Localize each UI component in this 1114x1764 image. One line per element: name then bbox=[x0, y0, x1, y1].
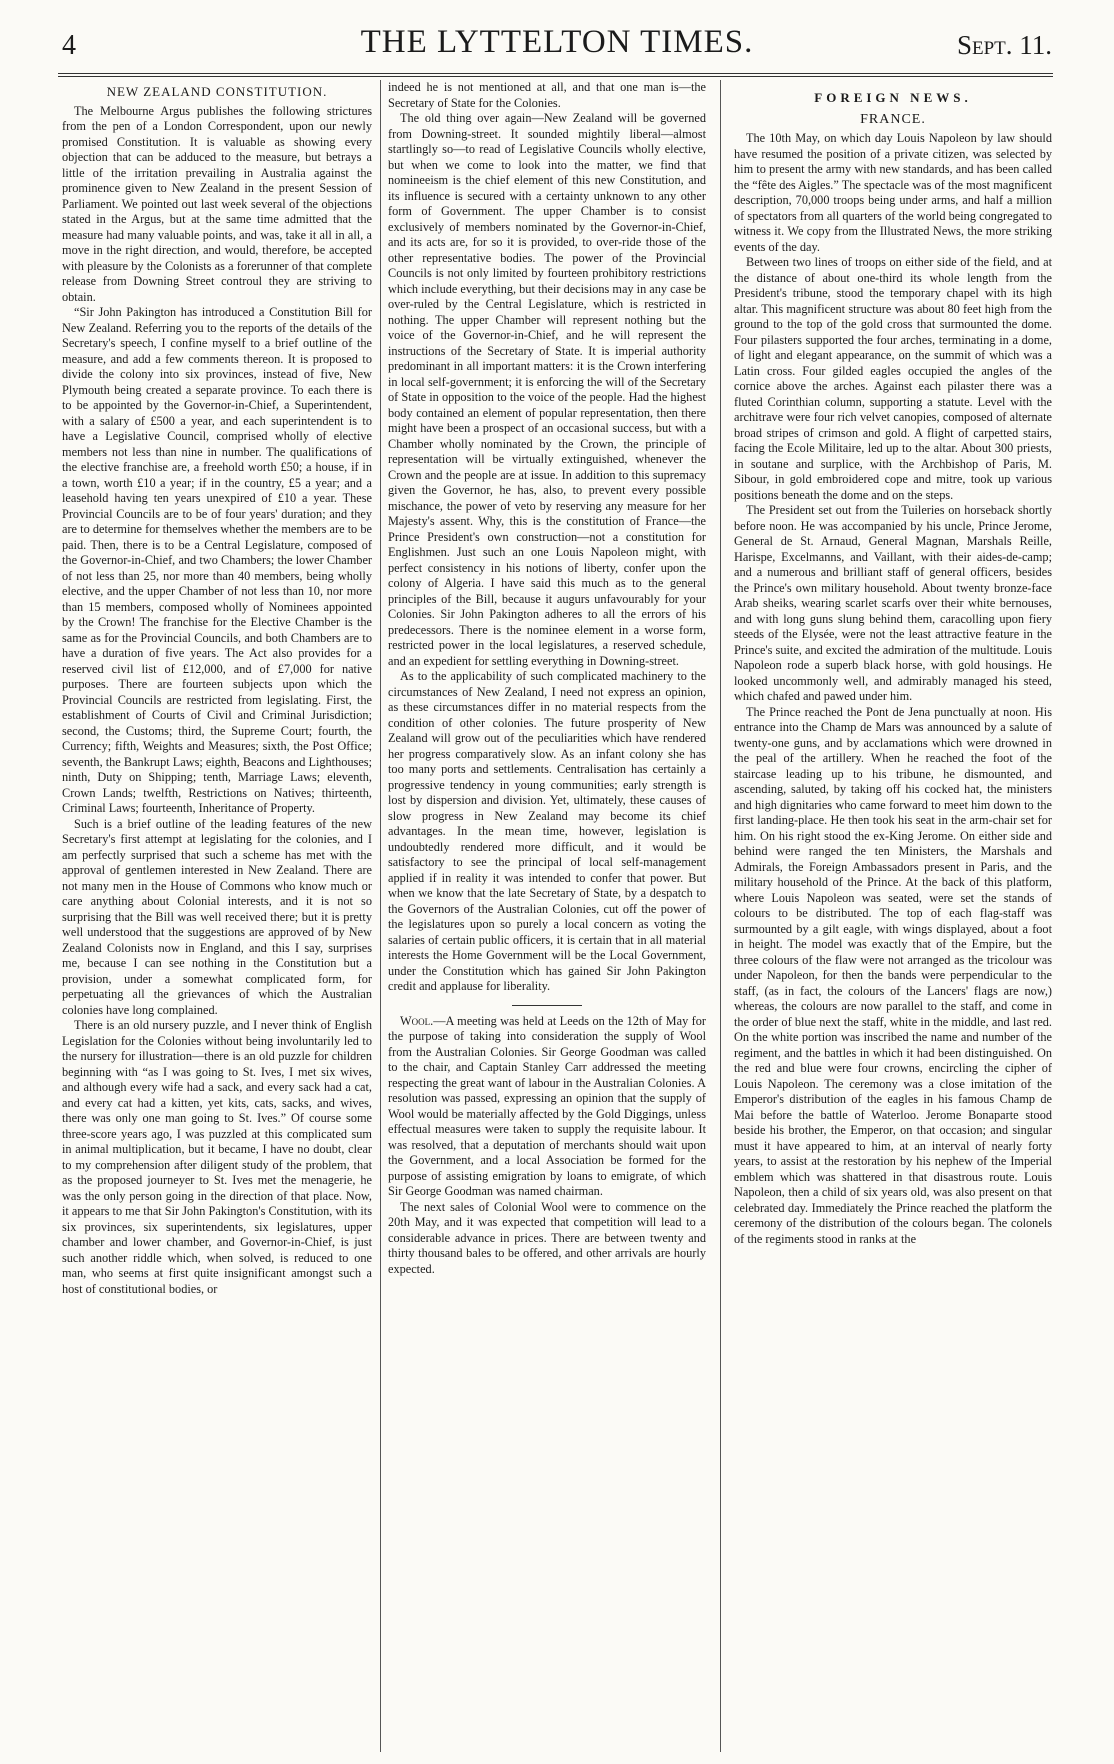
paragraph: Between two lines of troops on either side of the field, and at the distance of about one-third its whole length from the President's tribune, stood the temporary chapel with its high altar. This magnificent structure was about 80 feet high from the ground to the top of the gold cross that surmounted the dome. Four pilasters supported the four arches, terminating in a dome, of light and elegant appearance, on the summit of which was a Latin cross. Four gilded eagles occupied the angles of the cornice above the arches. Against each pilaster there was a fluted Corinthian column, supporting a statute. Level with the architrave were four rich velvet canopies, composed of alternate broad stripes of crimson and gold. A flight of carpetted stairs, facing the Ecole Militaire, led up to the altar. About 300 priests, in soutane and surplice, with the Archbishop of Paris, M. Sibour, in gold embroidered cope and mitre, took up various positions beneath the dome and on the steps. bbox=[734, 255, 1052, 502]
paragraph: There is an old nursery puzzle, and I never think of English Legislation for the Colonies without being involuntarily led to the nursery for illustration—there is an old puzzle for children beginning with “as I was going to St. Ives, I met six wives, and although every wife had a sack, and every sack had a cat, and every cat had a kitten, yet kits, cats, sacks, and wives, there was only one man going to St. Ives.” Of course some three-score years ago, I was puzzled at this complicated sum in animal multiplication, but it became, I have no doubt, clear to my comprehension after diligent study of the problem, that as the proposed journeyer to St. Ives met the menagerie, he was the only person going in the direction of that place. Now, it appears to me that Sir John Pakington's Constitution, with its six provinces, six superintendents, six legislatures, upper chamber and lower chamber, and Governor-in-Chief, is just such another riddle which, when solved, is reduced to one man, who seems at first quite insignificant amongst such a host of constitutional bodies, or bbox=[62, 1018, 372, 1296]
column-3 bbox=[734, 80, 1052, 1752]
section-heading: FOREIGN NEWS. bbox=[814, 90, 972, 105]
wool-text: —A meeting was held at Leeds on the 12th of May for the purpose of taking into consideration the supply of Wool from the Australian Colonies. Sir George Goodman was called to the chair, and Captain Stanley Carr addressed the meeting respecting the great want of labour in the Australian Colonies. A resolution was passed, expressing an opinion that the supply of Wool would be materially affected by the Gold Diggings, unless effectual measures were taken to supply the requisite labour. It was resolved, that a deputation of merchants should wait upon the Government, and a local Association be formed for the purpose of assisting emigration by loans to emigrate, of which Sir George Goodman was named chairman. bbox=[388, 1013, 706, 1198]
masthead bbox=[0, 0, 1114, 84]
issue-date: Sept. 11. bbox=[956, 30, 1052, 60]
section-subheading: FRANCE. bbox=[860, 111, 926, 127]
paragraph: The Prince reached the Pont de Jena punctually at noon. His entrance into the Champ de Mars was announced by a salute of twenty-one guns, and by acclamations which were drowned in the peal of the artillery. When he reached the foot of the staircase leading up to his tribune, he dismounted, and ascending, saluted, by taking off his cocked hat, the ministers and high dignitaries who came forward to meet him down to the first landing-place. He then took his seat in the arm-chair set for him. On his right stood the ex-King Jerome. On either side and behind were ranged the ten Ministers, the Marshals and Admirals, the Foreign Ambassadors present in Paris, and the military household of the Prince. At the back of this platform, where Louis Napoleon was seated, were set the stands of colours to be distributed. The top of each flag-staff was surmounted by a gilt eagle, with wings displayed, about a foot in height. The model was exactly that of the Empire, but the three colours of the flaw were not arranged as the tricolour was under Napoleon, for then the bands were perpendicular to the staff, (as in fact, the colours of the Lancers' flags are now,) whereas, the colours are now parallel to the staff, and come in the order of blue next the staff, white in the middle, and last red. On the white portion was inscribed the name and number of the regiment, and the battles in which it had been distinguished. On the red and blue were four crowns, encircling the cipher of Louis Napoleon. The ceremony was a close imitation of the Emperor's distribution of the eagles in his famous Champ de Mai before the battle of Waterloo. Jerome Bonaparte stood beside his brother, the Emperor, on that occasion; and singular must it have appeared to him, at an interval of nearly forty years, to assist at the restoration by his nephew of the Imperial emblem which was shattered in that disastrous route. Louis Napoleon, then a child of six years old, was also present on that celebrated day. Immediately the Prince reached the platform the ceremony of the distribution of the colours began. The colonels of the regiments stood in ranks at the bbox=[734, 704, 1052, 1246]
column-2 bbox=[388, 80, 706, 1752]
section-rule bbox=[512, 1005, 582, 1006]
paragraph: The 10th May, on which day Louis Napoleon by law should have resumed the position of a private citizen, was selected by him to present the army with new standards, and has been called the “fête des Aigles.” The spectacle was of the most magnificent description, 70,000 troops being under arms, and half a million of spectators from all quarters of the world being congregated to witness it. We copy from the Illustrated News, the more striking events of the day. bbox=[734, 131, 1052, 254]
newspaper-title: THE LYTTELTON TIMES. bbox=[360, 24, 754, 60]
paragraph: The Melbourne Argus publishes the following strictures from the pen of a London Correspondent, upon our newly promised Constitution. It is valuable as showing every objection that can be adduced to the measure, but betrays a little of the irritation prevailing in Australia against the prominence given to New Zealand in the present Session of Parliament. We pointed out last week several of the objections stated in the Argus, but at the same time admitted that the measure had many valuable points, and was, take it all in all, a move in the right direction, and would, therefore, be accepted with pleasure by the Colonists as a forerunner of that complete release from Downing Street controul they are striving to obtain. bbox=[62, 103, 372, 304]
wool-lead: Wool. bbox=[400, 1013, 434, 1028]
paragraph: The President set out from the Tuileries on horseback shortly before noon. He was accompanied by his uncle, Prince Jerome, General de St. Arnaud, General Magnan, Marshals Reille, Harispe, Excelmanns, and Vaillant, with their aides-de-camp; and a numerous and brilliant staff of general officers, besides the Prince's own military household. About twenty bronze-face Arab sheiks, wearing scarlet scarfs over their white bernouses, and with long guns slung behind them, caracolling upon fiery steeds of the Elysée, were not the least attractive feature in the Prince's suite, and excited the admiration of the multitude. Louis Napoleon rode a superb black horse, with gold housings. He looked uncommonly well, and admirably managed his steed, which chafed and pawed under him. bbox=[734, 503, 1052, 703]
masthead-rule bbox=[58, 73, 1053, 77]
column-divider bbox=[380, 80, 381, 1752]
article-heading: NEW ZEALAND CONSTITUTION. bbox=[106, 84, 328, 99]
column-divider bbox=[720, 80, 721, 1752]
page-number: 4 bbox=[62, 30, 76, 61]
paragraph: As to the applicability of such complicated machinery to the circumstances of New Zealand, I need not express an opinion, as these circumstances differ in no material respects from the condition of other colonies. The future prosperity of New Zealand will grow out of the peculiarities which have rendered her progress comparatively slow. As an infant colony she has too many ports and settlements. Centralisation has certainly a progressive tendency in young communities; early strength is lost by dispersion and division. Yet, ultimately, these causes of slow progress in New Zealand may become its chief advantages. In the mean time, however, legislation is undoubtedly rendered more difficult, and it would be satisfactory to see the principal of local self-management applied if in reality it was intended to confer that power. But when we know that the late Secretary of State, by a despatch to the Governors of the Australian Colonies, cut off the power of the legislatures upon so purely a local concern as voting the salaries of certain public officers, it is certain that in all material interests the Home Government will be the Local Government, under the Constitution which has gained Sir John Pakington credit and applause for liberality. bbox=[388, 669, 706, 993]
paragraph: Such is a brief outline of the leading features of the new Secretary's first attempt at legislating for the colonies, and I am perfectly surprised that such a scheme has met with the approval of gentlemen interested in New Zealand. There are not many men in the House of Commons who know much or care anything about Colonial interests, and it is not so surprising that the Bill was well received there; but it is pretty well understood that the suggestions are approved of by New Zealand Colonists now in England, and this I say, surprises me, because I can see nothing in the Constitution but a provision, under a somewhat complicated form, for perpetuating all the grievances of which the Australian colonies have long complained. bbox=[62, 816, 372, 1017]
paragraph: indeed he is not mentioned at all, and that one man is—the Secretary of State for the Colonies. bbox=[388, 80, 706, 110]
paragraph: The next sales of Colonial Wool were to commence on the 20th May, and it was expected that competition will lead to a considerable advance in prices. There are between twenty and thirty thousand bales to be offered, and other arrivals are hourly expected. bbox=[388, 1199, 706, 1276]
paragraph: “Sir John Pakington has introduced a Constitution Bill for New Zealand. Referring you to the reports of the details of the Secretary's speech, I confine myself to a brief outline of the measure, and add a few comments thereon. It is proposed to divide the colony into six provinces, instead of five, New Plymouth being created a separate province. To each there is to be appointed by the Governor-in-Chief, a Superintendent, with a salary of £500 a year, and each superintendent is to have a Legislative Council, comprised wholly of elective members not less than nine in number. The qualifications of the elective franchise are, a freehold worth £50; a house, if in a town, worth £10 a year; if in the country, £5 a year; and a leasehold having ten years unexpired of £10 a year. These Provincial Councils are to be of four years' duration; and they are to determine for themselves whether the members are to be paid. Then, there is to be a Central Legislature, composed of the Governor-in-Chief, and two Chambers; the lower Chamber of not less than 25, nor more than 40 members, being wholly elective, and the upper Chamber of not less than 10, nor more than 15 members, composed wholly of Nominees appointed by the Crown! The franchise for the Elective Chamber is the same as for the Provincial Councils, and both Chambers are to have a duration of five years. The Act also provides for a reserved civil list of £12,000, and of £7,000 for native purposes. There are fourteen subjects upon which the Provincial Councils are restricted from legislating. First, the establishment of Courts of Civil and Criminal Jurisdiction; second, the Customs; third, the Supreme Court; fourth, the Currency; fifth, Weights and Measures; sixth, the Post Office; seventh, the Bankrupt Laws; eighth, Beacons and Lighthouses; ninth, Duty on Shipping; tenth, Marriage Laws; eleventh, Crown Lands; twelfth, Restrictions on Natives; thirteenth, Criminal Laws; fourteenth, Inheritance of Property. bbox=[62, 305, 372, 815]
column-1 bbox=[62, 80, 372, 1752]
wool-paragraph bbox=[388, 1014, 706, 1200]
paragraph: The old thing over again—New Zealand will be governed from Downing-street. It sounded mightily liberal—almost startlingly so—to read of Legislative Councils wholly elective, but when we come to look into the matter, we find that nomineeism is the chief element of this new Constitution, and its influence is secured with a certainty unknown to any other form of Government. The upper Chamber is to consist exclusively of members nominated by the Governor-in-Chief, and its acts are, for so it is provided, to over-ride those of the other representative bodies. The power of the Provincial Councils is not only limited by fourteen prohibitory restrictions which include everything, but their decisions may in any case be over-ruled by the Central Legislature, which is restricted in nothing. The upper Chamber will represent nothing but the voice of the Governor-in-Chief, and he will represent the instructions of the Secretary of State. It is imperial authority predominant in all important matters: it is the Crown interfering in local self-government; it is enforcing the will of the Secretary of State in opposition to the voice of the people. Had the highest body contained an element of popular representation, then there might have been a prospect of an occasional success, but with a Chamber wholly nominated by the Crown, the principle of representation will be virtually extinguished, whenever the Crown and the people are at issue. In addition to this supremacy given the Governor, he has, also, to prevent every possible mischance, the power of veto by reserving any measure for her Majesty's assent. Why, this is the constitution of France—the Prince President's own construction—not a constitution for Englishmen. Just such an one Louis Napoleon might, with perfect consistency in his notions of liberty, confer upon the colony of Algeria. I have said this much as to the general principles of the Bill, because it augurs unfavourably for your Colonies. Sir John Pakington adheres to all the errors of his predecessors. There is the nominee element in a worse form, restricted power in the local legislatures, a reserved schedule, and an expedient for settling everything in Downing-street. bbox=[388, 111, 706, 668]
